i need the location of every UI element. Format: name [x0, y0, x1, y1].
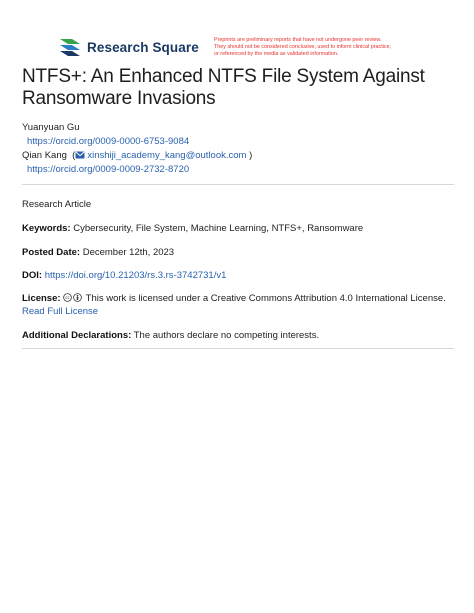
doi-link[interactable]: https://doi.org/10.21203/rs.3.rs-3742731/v1 — [44, 270, 227, 281]
title-line: NTFS+: An Enhanced NTFS File System Against — [22, 66, 425, 87]
read-full-license-link[interactable]: Read Full License — [22, 306, 99, 317]
license-row — [22, 292, 462, 318]
author-entry — [22, 149, 462, 163]
author-name: Yuanyuan Gu — [22, 122, 80, 133]
posted-date-label: Posted Date: — [22, 247, 81, 258]
disclaimer-line: They should not be considered conclusive, used to inform clinical practice, — [214, 44, 392, 51]
doi-row — [22, 269, 462, 282]
keywords-value: Cybersecurity, File System, Machine Learning, NTFS+, Ransomware — [73, 223, 364, 234]
page-header — [0, 0, 474, 60]
email-link[interactable] — [75, 150, 246, 161]
email-wrapper: ( — [69, 150, 76, 161]
declarations-value: The authors declare no competing interests. — [133, 330, 320, 341]
orcid-link[interactable] — [22, 135, 462, 149]
attribution-icon — [73, 293, 82, 302]
disclaimer-line: Preprints are preliminary reports that have not undergone peer review. — [214, 37, 382, 43]
orcid-link[interactable] — [22, 163, 462, 177]
logo-text: Research Square — [87, 39, 199, 55]
email-address[interactable]: xinshiji_academy_kang@outlook.com — [87, 150, 247, 161]
disclaimer-line: or referenced by the media as validated information. — [214, 51, 339, 58]
envelope-icon — [75, 151, 85, 159]
orcid-url[interactable]: https://orcid.org/0009-0000-6753-9084 — [27, 136, 190, 147]
license-text: This work is licensed under a Creative Commons Attribution 4.0 International License. — [85, 293, 446, 304]
article-type — [22, 198, 462, 211]
preprint-disclaimer — [214, 37, 446, 59]
license-label: License: — [22, 293, 61, 304]
author-name: Qian Kang — [22, 150, 67, 161]
email-wrapper-end: ) — [246, 150, 253, 161]
svg-text:cc: cc — [65, 294, 70, 300]
posted-date-row — [22, 246, 462, 259]
article-type-value: Research Article — [22, 199, 92, 210]
author-list — [22, 121, 462, 177]
divider — [22, 184, 454, 185]
doi-label: DOI: — [22, 270, 43, 281]
creative-commons-icon — [63, 293, 72, 302]
title-line: Ransomware Invasions — [22, 88, 216, 109]
declarations-label: Additional Declarations: — [22, 330, 132, 341]
research-square-logo-icon — [58, 38, 82, 56]
orcid-url[interactable]: https://orcid.org/0009-0009-2732-8720 — [27, 164, 190, 175]
divider — [22, 348, 454, 349]
declarations-row — [22, 329, 462, 342]
posted-date-value: December 12th, 2023 — [82, 247, 175, 258]
keywords-row — [22, 222, 462, 235]
paper-title — [22, 66, 458, 110]
keywords-label: Keywords: — [22, 223, 71, 234]
research-square-logo[interactable] — [58, 38, 199, 56]
